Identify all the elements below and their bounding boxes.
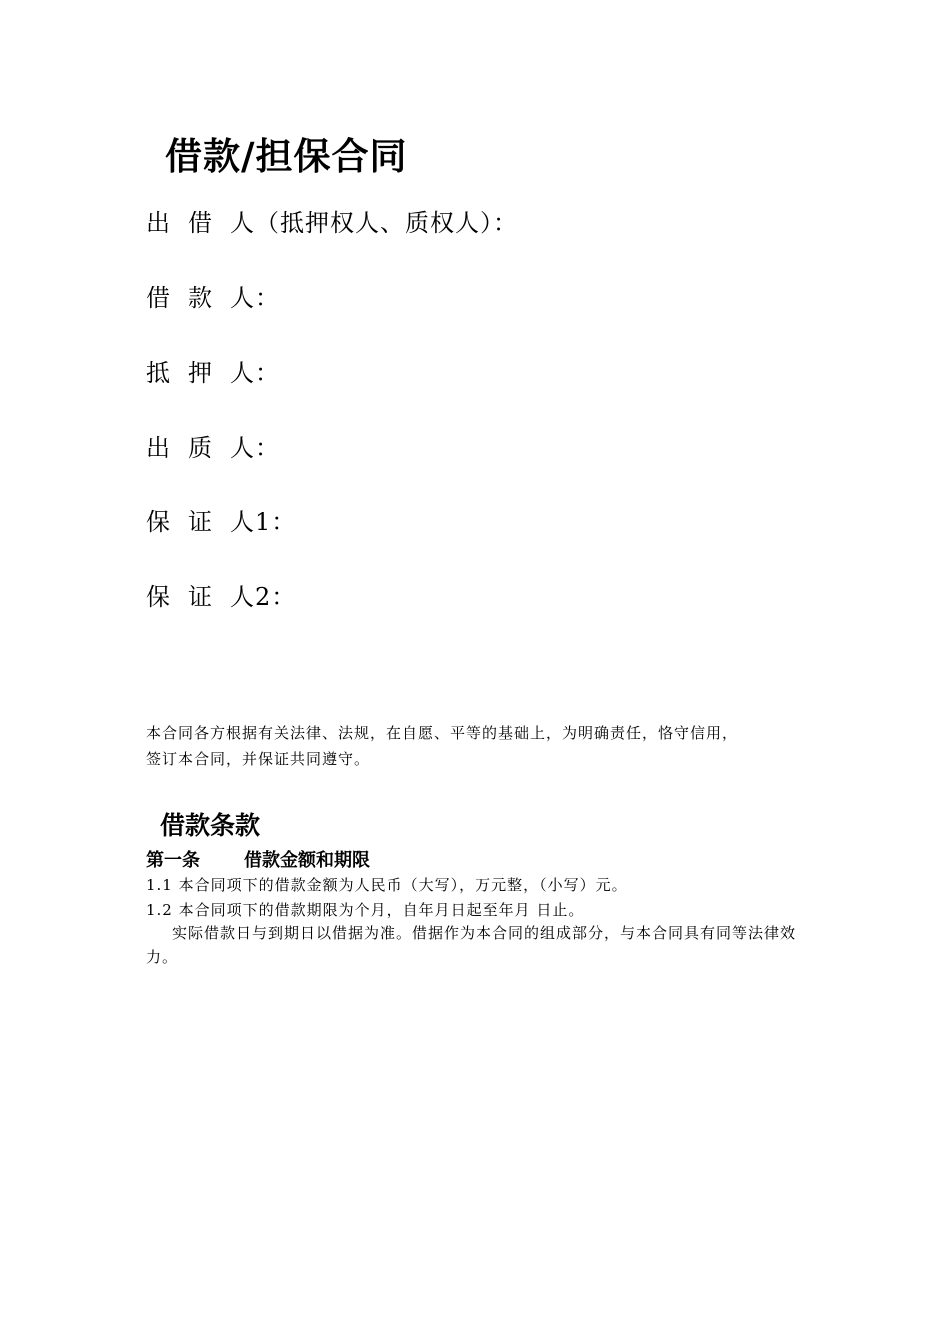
article-name: 借款金额和期限 — [244, 850, 370, 871]
party-label-char: 借 — [146, 284, 171, 312]
party-label-char: 人 — [230, 434, 255, 462]
party-label-suffix: 1： — [255, 508, 297, 536]
clause-1-1: 1.1 本合同项下的借款金额为人民币（大写），万元整，（小写）元。 — [146, 876, 628, 894]
party-label-char: 出 — [146, 209, 171, 237]
party-label-char: 证 — [188, 508, 213, 536]
party-label-char: 人 — [230, 359, 255, 387]
party-label-char: 抵 — [146, 359, 171, 387]
party-label-char: 款 — [188, 284, 213, 312]
intro-line: 签订本合同，并保证共同遵守。 — [146, 750, 371, 768]
party-label-char: 人 — [230, 508, 255, 536]
party-label-char: 保 — [146, 583, 171, 611]
party-label-suffix: ： — [255, 359, 280, 387]
party-label-char: 人 — [230, 583, 255, 611]
section-heading: 借款条款 — [160, 811, 261, 840]
party-label-char: 人 — [230, 209, 255, 237]
party-label-suffix: （抵押权人、质权人）： — [255, 209, 518, 237]
party-label-char: 出 — [146, 434, 171, 462]
party-label-suffix: ： — [255, 434, 280, 462]
party-label-char: 证 — [188, 583, 213, 611]
party-lender — [146, 208, 518, 238]
party-label-char: 借 — [188, 209, 213, 237]
party-pledgor — [146, 433, 280, 463]
party-label-suffix: 2： — [255, 583, 297, 611]
party-guarantor-2 — [146, 582, 296, 612]
party-borrower — [146, 283, 280, 313]
party-label-char: 质 — [188, 434, 213, 462]
note-paragraph: 实际借款日与到期日以借据为准。借据作为本合同的组成部分，与本合同具有同等法律效力。 — [146, 924, 797, 966]
party-mortgagor — [146, 358, 280, 388]
party-guarantor-1 — [146, 507, 296, 537]
article-title — [146, 846, 370, 872]
document-title: 借款/担保合同 — [165, 135, 408, 178]
party-label-suffix: ： — [255, 284, 280, 312]
article-number: 第一条 — [146, 850, 200, 871]
intro-line: 本合同各方根据有关法律、法规，在自愿、平等的基础上，为明确责任，恪守信用， — [146, 724, 739, 742]
party-label-char: 押 — [188, 359, 213, 387]
intro-paragraph — [146, 720, 806, 772]
party-label-char: 保 — [146, 508, 171, 536]
party-label-char: 人 — [230, 284, 255, 312]
clause-1-2: 1.2 本合同项下的借款期限为个月，自年月日起至年月 日止。 — [146, 901, 585, 919]
